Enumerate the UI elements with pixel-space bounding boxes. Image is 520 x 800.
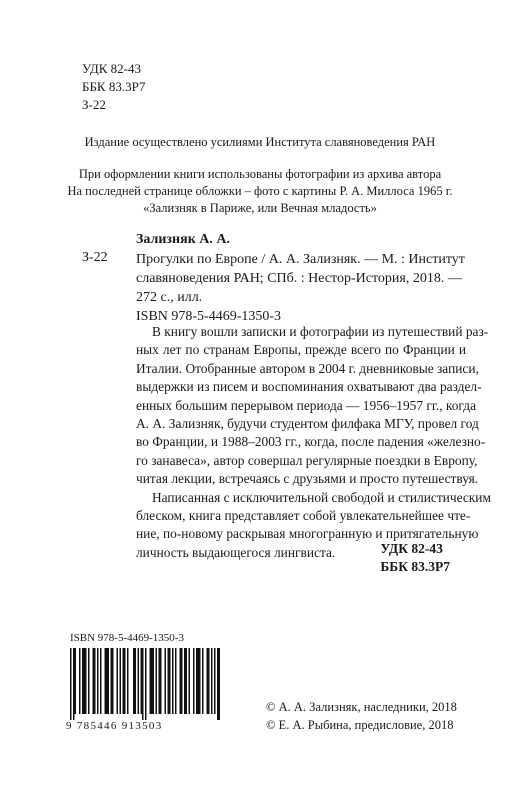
barcode-bar xyxy=(135,648,137,714)
barcode-bar xyxy=(159,648,161,714)
isbn-line: ISBN 978-5-4469-1350-3 xyxy=(136,309,282,324)
bbk-code: ББК 83.3Р7 xyxy=(82,79,146,94)
barcode-bar xyxy=(168,648,170,714)
library-codes xyxy=(82,60,145,114)
bib-line: славяноведения РАН; СПб. : Нестор-История, 2018. — xyxy=(136,271,462,286)
barcode-bar xyxy=(111,648,113,714)
photo-note: При оформлении книги использованы фотографии из архива автора На последней странице обложки – фото с картины Р. А. Миллоса 1965 г. «Зализняк в Париже, или Вечная младость» xyxy=(67,167,453,215)
barcode-bar xyxy=(181,648,183,714)
udk-code: УДК 82-43 xyxy=(82,61,142,76)
barcode-bar xyxy=(124,648,126,714)
annotation-line: личность выдающегося лингвиста. xyxy=(136,544,336,560)
barcode-bar xyxy=(127,648,129,714)
barcode-bar xyxy=(123,648,125,714)
barcode-bar xyxy=(150,648,152,714)
barcode-bar xyxy=(138,648,140,714)
barcode-bar xyxy=(180,648,182,714)
barcode-bar xyxy=(189,648,191,714)
annotation-line: блеском, книга представляет собой увлекательнейшее чте- xyxy=(136,508,471,524)
barcode-bar xyxy=(186,648,188,714)
barcode-bar xyxy=(100,648,102,714)
barcode-bar xyxy=(175,648,177,714)
barcode-bar xyxy=(184,648,186,714)
barcode-bar xyxy=(85,648,87,714)
barcode-bar xyxy=(105,648,107,714)
barcode-bar xyxy=(94,648,96,714)
copyright-block xyxy=(266,698,457,734)
barcode-bar xyxy=(112,648,114,714)
barcode-bar xyxy=(208,648,210,714)
barcode-digits: 9 785446 913503 xyxy=(66,720,163,732)
annotation-line: А. А. Зализняк, будучи студентом филфака МГУ, провел год xyxy=(136,416,479,432)
barcode-bar xyxy=(84,648,86,714)
barcode-bar xyxy=(165,648,167,714)
barcode-bar xyxy=(82,648,84,714)
bibliographic-author: Зализняк А. А. xyxy=(136,232,230,247)
barcode-bar xyxy=(75,648,77,714)
annotation-line: Написанная с исключительной свободой и стилистическим xyxy=(152,489,491,505)
annotation-line: выдержки из писем и воспоминания охватывают два раздел- xyxy=(136,379,482,395)
barcode-bar xyxy=(199,648,201,714)
barcode-image xyxy=(70,648,220,720)
annotation-line: енных большим перерывом периода — 1956–1957 гг., когда xyxy=(136,397,477,413)
barcode-bar xyxy=(160,648,162,714)
barcode-bar xyxy=(217,648,219,720)
barcode-bar xyxy=(214,648,216,714)
barcode-bar xyxy=(207,648,209,714)
author-code: З-22 xyxy=(82,97,106,112)
barcode-bar xyxy=(93,648,95,714)
barcode-bar xyxy=(219,648,221,720)
copyright-line: © Е. А. Рыбина, предисловие, 2018 xyxy=(266,718,454,732)
barcode-bar xyxy=(169,648,171,714)
barcode-bar xyxy=(153,648,155,714)
classification-codes xyxy=(380,540,450,576)
annotation-line: го занавеса», автор совершал регулярные поездки в Европу, xyxy=(136,452,478,468)
bibliographic-code: З-22 xyxy=(82,250,108,265)
annotation-line: ных лет по странам Европы, прежде всего по Франции и xyxy=(136,342,466,358)
barcode-bar xyxy=(202,648,204,714)
publisher-note: Издание осуществлено усилиями Института славяноведения РАН xyxy=(84,135,436,149)
bib-line: Прогулки по Европе / А. А. Зализняк. — М. : Институт xyxy=(136,252,465,267)
bbk-code-bold: ББК 83.3Р7 xyxy=(380,559,450,574)
barcode-bar xyxy=(211,648,213,714)
bib-line: 272 с., илл. xyxy=(136,290,203,305)
barcode-bar xyxy=(88,648,90,714)
barcode-bar xyxy=(117,648,119,714)
barcode-bar xyxy=(141,648,143,714)
barcode-bar xyxy=(133,648,135,714)
barcode-bar xyxy=(108,648,110,714)
bibliographic-record xyxy=(136,250,466,326)
annotation-line: во Франции, и 1988–2003 гг., когда, после падения «железно- xyxy=(136,434,486,450)
barcode-bar xyxy=(198,648,200,714)
barcode-bar xyxy=(73,648,75,720)
annotation-line: Италии. Отобранные автором в 2004 г. дневниковые записи, xyxy=(136,360,479,376)
barcode-bar xyxy=(172,648,174,714)
barcode-bar xyxy=(79,648,81,714)
barcode-isbn-label: ISBN 978-5-4469-1350-3 xyxy=(70,632,184,644)
barcode-bar xyxy=(120,648,122,714)
barcode-bar xyxy=(151,648,153,714)
annotation-paragraph xyxy=(136,323,491,562)
annotation-line: читая лекции, встречаясь с друзьями и просто путешествуя. xyxy=(136,471,479,487)
barcode-bar xyxy=(193,648,195,714)
barcode-bar xyxy=(145,648,147,720)
barcode-bar xyxy=(142,648,144,720)
barcode-bar xyxy=(196,648,198,714)
annotation-line: В книгу вошли записки и фотографии из путешествий раз- xyxy=(152,324,489,339)
annotation-line: ние, по-новому раскрывая многогранную и притягательную xyxy=(136,526,479,542)
barcode-bar xyxy=(156,648,158,714)
barcode-bar xyxy=(106,648,108,714)
barcode-bar xyxy=(97,648,99,714)
barcode-bar xyxy=(70,648,72,720)
udk-code-bold: УДК 82-43 xyxy=(380,541,443,556)
copyright-line: © А. А. Зализняк, наследники, 2018 xyxy=(266,700,457,714)
